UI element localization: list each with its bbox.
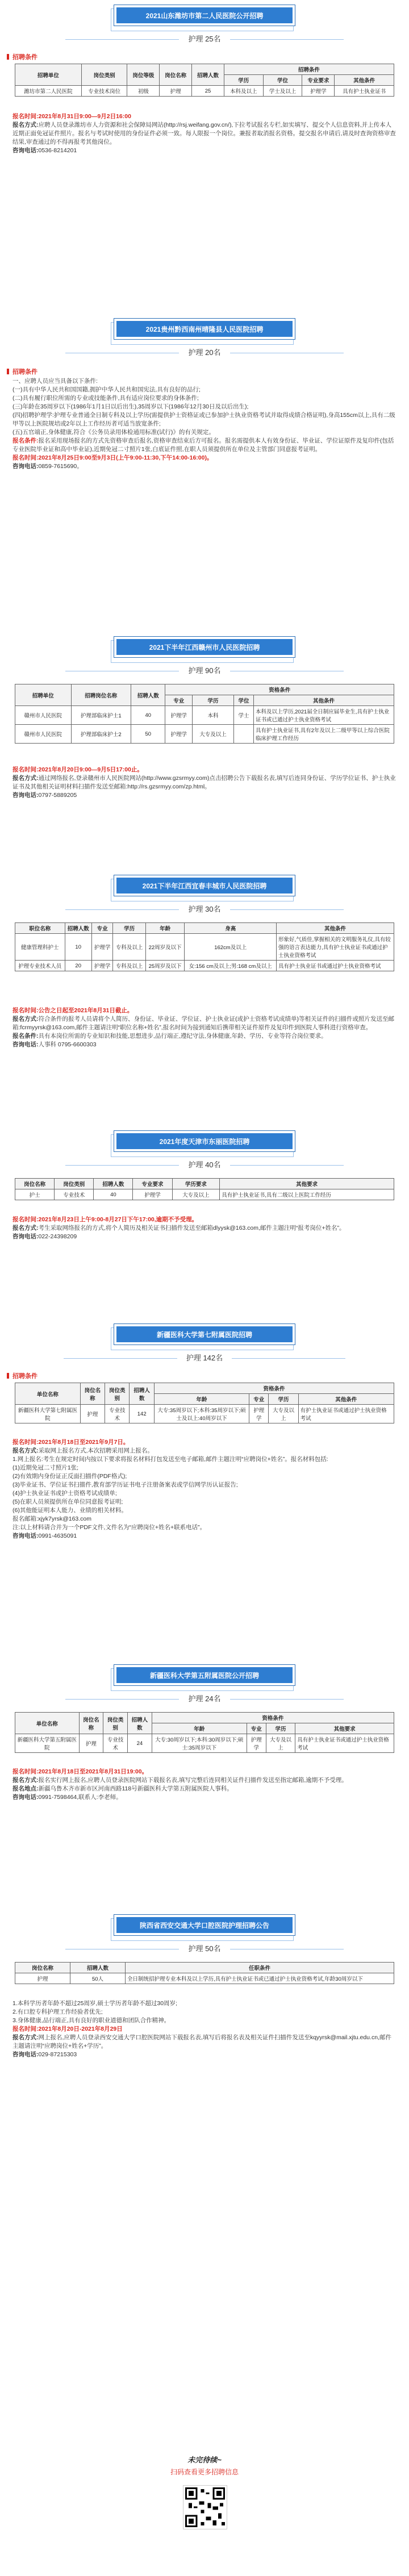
note-label: 报名条件: [12, 1033, 39, 1039]
table-cell: 25 [192, 86, 224, 97]
table-header: 职位名称 [15, 923, 65, 934]
table-cell: 全日制统招护理专业本科及以上学历,具有护士执业证书或已通过护士执业资格考试,年龄30周岁以下 [126, 1973, 394, 1984]
table-cell: 大专:30周岁以下;本科:30周岁以下;硕士:35周岁以下 [152, 1734, 247, 1753]
list-item: 3.身体健康,品行端正,具有良好的职业道德和团队合作精神。 [12, 2017, 170, 2024]
section-4-subtitle [0, 903, 409, 914]
method-value: 符合条件的报考人员请将个人简历、身份证、毕业证、学位证、护士执业证(或护士资格考试成绩单)等相关证件的扫描件或照片发送至邮箱:fcrmyyrsk@163.com,邮件主题请注明“职位名称+姓名”,报名时间为接到通知后携带相关证件原件及复印件到医院人事科进行资格审查。 [12, 1016, 394, 1031]
method-label: 报名方式: [12, 1447, 39, 1454]
section-5-table [15, 1178, 394, 1200]
table-cell: 护理部临床护士1 [71, 706, 131, 725]
table-header: 学位 [234, 695, 254, 706]
table-header: 身高 [185, 923, 277, 934]
section-7-body [12, 1768, 397, 1802]
table-header: 岗位类别 [103, 1713, 128, 1734]
section-4-body [12, 1007, 397, 1049]
table-cell: 护理学 [165, 725, 193, 744]
section-6-table [15, 1383, 394, 1423]
table-cell: 具有护士执业证书,具有二级以上医院工作经历 [220, 1189, 394, 1200]
table-header: 年龄 [145, 923, 185, 934]
table-cell: 大专及以上 [269, 1405, 298, 1423]
table-header: 年龄 [152, 1723, 247, 1734]
section-1-body [12, 112, 397, 155]
section-4-table [15, 922, 394, 971]
table-cell: 学士 [234, 706, 254, 725]
section-6-subtitle [0, 1352, 409, 1363]
table-header: 招聘人数 [65, 923, 91, 934]
section-4-title-box [114, 875, 295, 896]
section-7-title-box [114, 1664, 295, 1686]
table-cell: 50 [131, 725, 165, 744]
table-cell: 潍坊市第二人民医院 [15, 86, 82, 97]
list-item: 1.本科学历者年龄不超过25周岁,硕士学历者年龄不超过30周岁; [12, 2000, 177, 2007]
table-cell: 专业技术 [105, 1405, 130, 1423]
table-cell: 24 [127, 1734, 152, 1753]
list-item: (4)护士执业证书或护士资格考试成绩单; [12, 1490, 117, 1497]
section-6-title-box [114, 1324, 295, 1345]
time-value: 2021年8月20日9:00—9月5日17:00止。 [38, 766, 143, 773]
table-header: 招聘单位 [15, 684, 72, 706]
table-cell: 学士及以上 [263, 86, 302, 97]
table-cell: 护理学 [91, 934, 112, 961]
table-cell: 护士 [15, 1189, 55, 1200]
table-cell: 护理专业技术人员 [15, 961, 65, 971]
table-row [15, 961, 394, 971]
phone-label: 咨询电话: [12, 147, 39, 154]
table-header: 专业要求 [302, 75, 335, 86]
section-5-subtitle [0, 1159, 409, 1170]
table-header: 资格条件 [165, 684, 394, 695]
table-row [15, 1734, 394, 1753]
table-cell: 形象好,气质佳,掌握相关的文明服务礼仪,具有较强的语言表达能力,具有护士执业证书或通过护士执业资格考试 [277, 934, 394, 961]
table-cell: 护理学 [302, 86, 335, 97]
section-6-cond-label: 招聘条件 [12, 1371, 37, 1380]
table-header: 招聘人数 [192, 64, 224, 86]
table-header: 岗位类别 [81, 64, 127, 86]
section-3-subtitle-text: 护理 90名 [188, 666, 221, 675]
phone-value: 029-87215303 [38, 2051, 77, 2058]
method-value: 应聘人员登录潍坊市人力资源和社会保障局网站(http://rsj.weifang.gov.cn/),下拉考试报名专栏,如实填写、提交个人信息资料,并上传本人近期正面免冠证件照片。报名与考试时使用的身份证件必须一致。每人限报一个岗位。兼报者取消报名资格。提交报名申请后,请及时查询资格审查结果,审查通过的不得再报考其他岗位。 [12, 122, 396, 145]
phone-value: 0536-8214201 [38, 147, 77, 154]
table-cell: 赣州市人民医院 [15, 706, 72, 725]
table-header: 招聘人数 [94, 1179, 133, 1189]
section-2-cond-label: 招聘条件 [12, 367, 37, 376]
note-value: 具有本岗位所需的专业知识和技能,思想进步,品行端正,遵纪守法,身体健康,年龄、学历、专业等符合岗位要求。 [38, 1033, 327, 1039]
table-header: 其他要求 [220, 1179, 394, 1189]
list-item: 1.网上报名:考生在规定时间内按以下要求将报名材料打包发送至电子邮箱,邮件主题注明“应聘岗位+姓名”。报名材料包括: [12, 1456, 328, 1463]
table-cell: 有护士执业证书或通过护士执业资格考试 [298, 1405, 394, 1423]
table-cell: 专业技术岗位 [81, 86, 127, 97]
table-cell: 本科 [193, 706, 234, 725]
table-cell: 健康管理科护士 [15, 934, 65, 961]
table-header: 招聘人数 [70, 1963, 126, 1973]
phone-label: 咨询电话: [12, 1794, 39, 1801]
table-header: 专业 [165, 695, 193, 706]
table-row [15, 86, 394, 97]
table-cell: 护理部临床护士2 [71, 725, 131, 744]
table-cell: 25周岁及以下 [145, 961, 185, 971]
method-label: 报名方式: [12, 2034, 39, 2041]
table-cell: 专科及以上 [113, 934, 145, 961]
table-cell: 40 [131, 706, 165, 725]
section-7-subtitle [0, 1693, 409, 1704]
table-header: 招聘人数 [130, 1383, 155, 1405]
list-item: 2.有口腔专科护理工作经验者优先; [12, 2009, 103, 2015]
cond-line: (四)招聘护理学:护理专业普通全日制专科及以上学历(需提供护士资格证或已参加护士执业资格考试并取得成绩合格证明),身高155cm以上,具有二级甲等以上医院规培或2年以上工作经历者可适当放宽条件; [12, 412, 395, 427]
section-2-subtitle [0, 346, 409, 357]
table-cell: 大专及以上 [193, 725, 234, 744]
section-1-cond-label: 招聘条件 [12, 52, 37, 61]
time-label: 报名时间: [12, 454, 39, 461]
section-3-subtitle [0, 665, 409, 675]
time-label: 报名时间: [12, 2026, 39, 2032]
section-2-title: 2021贵州黔西南州晴隆县人民医院招聘 [116, 321, 293, 337]
phone-label: 咨询电话: [12, 1041, 39, 1048]
time-value: 2021年8月18日至2021年8月31日19:00。 [38, 1768, 148, 1775]
method-value: 通过网络报名,登录赣州市人民医院网站(http://www.gzsrmyy.com)点击招聘公告下载报名表,填写后连同身份证、学历学位证书、护士执业证书及其他相关证明材料扫描件发送至邮箱:http://rs.gzsrmyy.com/zp.html。 [12, 775, 396, 790]
section-8-title: 陕西省西安交通大学口腔医院护理招聘公告 [116, 1917, 293, 1933]
table-cell: 专科及以上 [113, 961, 145, 971]
notice-label: 报名条件: [12, 437, 39, 444]
table-header: 单位名称 [15, 1713, 80, 1734]
time-value: 2021年8月25日9:00至9月3日(上午9:00-11:30,下午14:00-16:00)。 [38, 454, 213, 461]
section-1-subtitle-text: 护理 25名 [188, 35, 221, 43]
table-cell: 具有护士执业证书或通过护士执业资格考试 [295, 1734, 394, 1753]
table-header: 专业要求 [133, 1179, 172, 1189]
method-value: 报名实行网上报名,应聘人员登录医院网站下载报名表,填写完整后连同相关证件扫描件发送至指定邮箱,逾期不予受理。 [38, 1777, 348, 1784]
table-header: 单位名称 [15, 1383, 81, 1405]
cond-line: (二)具有履行职位所需的专业或技能条件,具有适应岗位要求的身体条件; [12, 395, 199, 402]
section-5-subtitle-text: 护理 40名 [188, 1160, 221, 1169]
method-value: 考生采取网络报名的方式,将个人简历及相关证书扫描件发送至邮箱dlyysk@163.com,邮件主题注明“报考岗位+姓名”。 [38, 1225, 345, 1231]
section-8-subtitle [0, 1943, 409, 1953]
section-4-title: 2021下半年江西宜春丰城市人民医院招聘 [116, 878, 293, 894]
table-cell: 护理学 [249, 1405, 269, 1423]
table-header: 岗位类别 [105, 1383, 130, 1405]
table-row [15, 725, 394, 744]
section-7-title: 新疆医科大学第五附属医院公开招聘 [116, 1667, 293, 1683]
section-1-title: 2021山东潍坊市第二人民医院公开招聘 [116, 7, 293, 23]
phone-value: 0797-5889205 [38, 792, 77, 799]
section-8-title-box [114, 1914, 295, 1936]
time-value: 2021年8月18日至2021年9月7日。 [38, 1439, 130, 1446]
table-cell: 大专及以上 [266, 1734, 295, 1753]
method-label: 报名方式: [12, 1225, 39, 1231]
phone-label: 咨询电话: [12, 463, 39, 470]
table-header: 资格条件 [152, 1713, 394, 1723]
time-value: 公告之日起至2021年8月31日截止。 [38, 1007, 133, 1014]
phone-value: 0991-4635091 [38, 1533, 77, 1539]
section-2-body [12, 377, 397, 471]
table-cell: 初级 [127, 86, 160, 97]
table-header: 年龄 [155, 1394, 249, 1405]
table-header: 岗位名称 [79, 1713, 103, 1734]
table-cell: 具有护士执业证书 [335, 86, 394, 97]
table-cell: 20 [65, 961, 91, 971]
table-header: 招聘人数 [127, 1713, 152, 1734]
table-cell: 新疆医科大学第七附属医院 [15, 1405, 81, 1423]
table-header: 学历 [266, 1723, 295, 1734]
table-cell: 40 [94, 1189, 133, 1200]
section-6-title: 新疆医科大学第七附属医院招聘 [116, 1326, 293, 1342]
method-label: 报名方式: [12, 1016, 39, 1022]
table-header: 专业 [91, 923, 112, 934]
table-row [15, 934, 394, 961]
phone-label: 咨询电话: [12, 2051, 39, 2058]
section-7-subtitle-text: 护理 24名 [188, 1694, 221, 1703]
section-1-title-box [114, 5, 295, 26]
table-header: 其他条件 [298, 1394, 394, 1405]
section-5-body [12, 1216, 397, 1241]
table-cell: 162cm及以上 [185, 934, 277, 961]
table-cell: 22周岁及以下 [145, 934, 185, 961]
table-cell: 大专及以上 [172, 1189, 220, 1200]
table-cell: 本科及以上 [224, 86, 263, 97]
section-1-table [15, 64, 394, 97]
footer [0, 2454, 409, 2477]
section-5-title-box [114, 1130, 295, 1152]
table-cell: 护理 [80, 1405, 105, 1423]
table-header: 岗位名称 [15, 1963, 70, 1973]
table-row [15, 1973, 394, 1984]
table-header: 专业 [247, 1723, 266, 1734]
section-3-title-box [114, 636, 295, 658]
table-header: 岗位名称 [160, 64, 192, 86]
time-label: 报名时间: [12, 1216, 39, 1223]
list-item: (2)有效期内身份证正反面扫描件(PDF格式); [12, 1473, 127, 1480]
phone-label: 咨询电话: [12, 1233, 39, 1240]
scan-text: 扫码查看更多招聘信息 [170, 2468, 239, 2476]
time-value: 2021年8月31日9:00—9月2日16:00 [38, 113, 131, 120]
cond-line: 一、应聘人员应当具备以下条件: [12, 378, 98, 385]
table-header: 招聘单位 [15, 64, 82, 86]
section-3-table [15, 684, 394, 744]
table-cell: 护理学 [247, 1734, 266, 1753]
table-header: 学历 [113, 923, 145, 934]
section-8-body [12, 1999, 397, 2059]
table-header: 岗位类别 [55, 1179, 94, 1189]
section-5-title: 2021年度天津市东丽医院招聘 [116, 1133, 293, 1149]
cond-line: (五)五官端正,身体健康,符合《公务员录用体检通用标准(试行)》的有关规定。 [12, 429, 215, 436]
cond-line: (一)具有中华人民共和国国籍,拥护中华人民共和国宪法,具有良好的品行; [12, 386, 201, 393]
method-label: 报名方式: [12, 1777, 39, 1784]
table-cell [234, 725, 254, 744]
table-row [15, 1189, 394, 1200]
addr-label: 报名地点: [12, 1785, 39, 1792]
table-header: 岗位名称 [80, 1383, 105, 1405]
phone-value: 0991-7598464,联系人:李老师。 [38, 1794, 122, 1801]
table-header: 招聘条件 [224, 64, 394, 75]
table-header: 学位 [263, 75, 302, 86]
table-cell: 护理 [79, 1734, 103, 1753]
table-cell: 新疆医科大学第五附属医院 [15, 1734, 80, 1753]
table-header: 学历 [193, 695, 234, 706]
list-item: (6)其他能证明本人能力、业绩的相关材料。 [12, 1507, 127, 1514]
phone-value: 0859-7615690。 [38, 463, 83, 470]
table-header: 资格条件 [155, 1383, 394, 1394]
phone-label: 咨询电话: [12, 1533, 39, 1539]
section-6-subtitle-text: 护理 142名 [186, 1354, 223, 1362]
table-cell: 赣州市人民医院 [15, 725, 72, 744]
section-2-subtitle-text: 护理 20名 [188, 348, 221, 357]
time-label: 报名时间: [12, 766, 39, 773]
table-cell: 专业技术 [103, 1734, 128, 1753]
table-header: 岗位名称 [15, 1179, 55, 1189]
table-header: 招聘岗位名称 [71, 684, 131, 706]
phone-label: 咨询电话: [12, 792, 39, 799]
table-cell: 护理 [160, 86, 192, 97]
table-cell: 护理学 [165, 706, 193, 725]
list-item: 报名邮箱:xjyk7yrsk@163.com [12, 1515, 92, 1522]
list-item: (3)毕业证书、学位证书扫描件,教育部学历证书电子注册备案表或学信网学历认证报告; [12, 1481, 238, 1488]
table-cell: 大专:35周岁以下;本科:35周岁以下;硕士及以上:40周岁以下 [155, 1405, 249, 1423]
addr-value: 新疆乌鲁木齐市新市区河南西路118号新疆医科大学第五附属医院人事科。 [38, 1785, 233, 1792]
cond-line: (三)年龄在35周岁以下(1986年1月1日以后出生),35周岁以下(1986年12月30日及以后出生); [12, 403, 249, 410]
table-header: 岗位等级 [127, 64, 160, 86]
method-label: 报名方式: [12, 122, 39, 128]
table-cell: 女:156 cm及以上;男:168 cm及以上 [185, 961, 277, 971]
time-label: 报名时间: [12, 113, 39, 120]
more-text: 未完待续~ [187, 2456, 222, 2464]
table-header: 其他条件 [335, 75, 394, 86]
table-header: 招聘人数 [131, 684, 165, 706]
phone-value: 人事科 0795-6600303 [38, 1041, 97, 1048]
table-cell: 护理 [15, 1973, 70, 1984]
section-3-body [12, 766, 397, 800]
section-3-title: 2021下半年江西赣州市人民医院招聘 [116, 639, 293, 655]
table-cell: 10 [65, 934, 91, 961]
section-6-body [12, 1438, 397, 1540]
table-cell: 护理学 [91, 961, 112, 971]
section-4-subtitle-text: 护理 30名 [188, 905, 221, 913]
table-cell: 具有护士执业证书,具有2年及以上二级甲等以上综合医院临床护理工作经历 [254, 725, 394, 744]
table-header: 任职条件 [126, 1963, 394, 1973]
table-header: 学历 [269, 1394, 298, 1405]
section-8-subtitle-text: 护理 50名 [188, 1944, 221, 1953]
list-item: (1)近期免冠二寸照片1张; [12, 1464, 79, 1471]
table-cell: 50人 [70, 1973, 126, 1984]
method-label: 报名方式: [12, 775, 39, 782]
table-cell: 具有护士执业证书或通过护士执业资格考试 [277, 961, 394, 971]
table-cell: 本科及以上学历,2021届全日制应届毕业生,具有护士执业证书或已通过护士执业资格考试 [254, 706, 394, 725]
list-item: 注:以上材料请合并为一个PDF文件,文件名为“应聘岗位+姓名+联系电话”。 [12, 1524, 206, 1531]
time-label: 报名时间: [12, 1439, 39, 1446]
method-value: 采取网上报名方式,本次招聘采用网上报名。 [38, 1447, 153, 1454]
table-cell: 专业技术 [55, 1189, 94, 1200]
notice-value: 报名采用现场报名的方式先资格审查后报名,资格审查结束后方可报名。报名需提供本人有效身份证、毕业证、学位证原件及复印件(包括专业医院毕业证和高中毕业证),近期免冠二寸照片1张,白底证件照,在职人员须提供所在单位及主管部门同意报考证明。 [12, 437, 394, 453]
phone-value: 022-24398209 [38, 1233, 77, 1240]
table-header: 学历要求 [172, 1179, 220, 1189]
table-header: 其他要求 [295, 1723, 394, 1734]
section-1-subtitle [0, 33, 409, 44]
table-header: 专业 [249, 1394, 269, 1405]
section-8-table [15, 1962, 394, 1984]
table-row [15, 706, 394, 725]
table-cell: 护理学 [133, 1189, 172, 1200]
method-value: 网上报名,应聘人员登录西安交通大学口腔医院网站下载报名表,填写后将报名表及相关证件扫描件发送至kqyyrsk@mail.xjtu.edu.cn,邮件主题请注明“应聘岗位+姓名+学历”。 [12, 2034, 391, 2049]
table-cell: 142 [130, 1405, 155, 1423]
table-header: 其他条件 [277, 923, 394, 934]
list-item: (5)在职人员须提供所在单位同意报考证明; [12, 1498, 123, 1505]
time-label: 报名时间: [12, 1768, 39, 1775]
time-label: 报名时间: [12, 1007, 39, 1014]
table-header: 学历 [224, 75, 263, 86]
time-value: 2021年8月20日-2021年8月29日 [38, 2026, 123, 2032]
time-value: 2021年8月23日上午9:00-8月27日下午17:00,逾期不予受理。 [38, 1216, 198, 1223]
table-row [15, 1405, 394, 1423]
qr-code-icon [183, 2485, 227, 2529]
section-7-table [15, 1712, 394, 1753]
section-2-title-box [114, 318, 295, 340]
table-header: 其他条件 [254, 695, 394, 706]
